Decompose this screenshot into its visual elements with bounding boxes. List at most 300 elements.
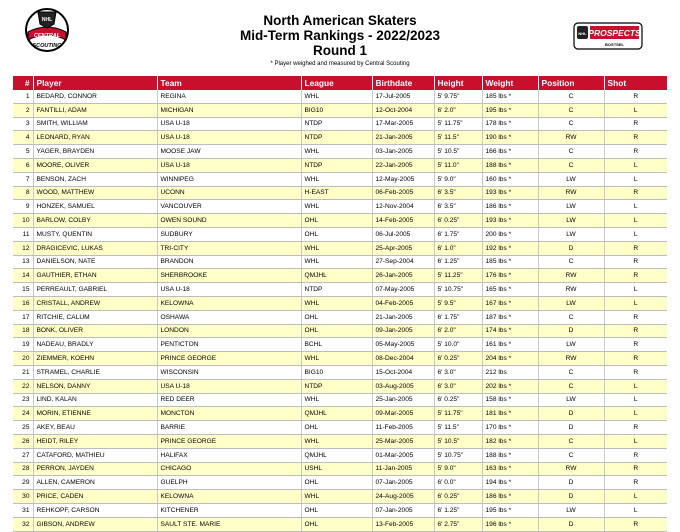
cell-weight: 160 lbs * [482, 172, 538, 186]
cell-position: C [538, 90, 604, 103]
cell-position: LW [538, 214, 604, 228]
cell-team: KELOWNA [157, 296, 301, 310]
cell-team: TRI-CITY [157, 241, 301, 255]
cell-team: PENTICTON [157, 338, 301, 352]
cell-position: LW [538, 393, 604, 407]
cell-team: CHICAGO [157, 462, 301, 476]
cell-shot: R [604, 117, 667, 131]
table-row [13, 517, 667, 531]
cell-rank: 12 [13, 241, 33, 255]
svg-text:CENTRAL: CENTRAL [33, 33, 61, 39]
cell-position: RW [538, 269, 604, 283]
cell-position: D [538, 476, 604, 490]
cell-league: WHL [301, 145, 372, 159]
table-row [13, 365, 667, 379]
cell-shot: L [604, 172, 667, 186]
table-row [13, 186, 667, 200]
column-header-weight: Weight [482, 76, 538, 90]
cell-weight: 193 lbs * [482, 186, 538, 200]
cell-team: MOOSE JAW [157, 145, 301, 159]
table-row [13, 352, 667, 366]
cell-shot: R [604, 324, 667, 338]
cell-position: C [538, 310, 604, 324]
cell-team: PRINCE GEORGE [157, 352, 301, 366]
cell-weight: 166 lbs * [482, 145, 538, 159]
cell-height: 6' 3.5" [434, 200, 482, 214]
table-row [13, 90, 667, 103]
cell-weight: 185 lbs * [482, 90, 538, 103]
cell-team: USA U-18 [157, 379, 301, 393]
cell-weight: 186 lbs * [482, 200, 538, 214]
cell-height: 6' 0.0" [434, 476, 482, 490]
cell-height: 6' 0.25" [434, 393, 482, 407]
cell-position: C [538, 158, 604, 172]
cell-position: D [538, 490, 604, 504]
cell-rank: 26 [13, 434, 33, 448]
cell-shot: R [604, 310, 667, 324]
cell-rank: 7 [13, 172, 33, 186]
cell-height: 6' 3.0" [434, 365, 482, 379]
table-row [13, 421, 667, 435]
cell-height: 6' 1.25" [434, 503, 482, 517]
title-line-3: Round 1 [313, 43, 367, 58]
table-row [13, 255, 667, 269]
cell-position: RW [538, 186, 604, 200]
cell-weight: 187 lbs * [482, 310, 538, 324]
cell-league: OHL [301, 503, 372, 517]
cell-position: D [538, 421, 604, 435]
cell-rank: 3 [13, 117, 33, 131]
cell-shot: R [604, 131, 667, 145]
svg-text:NHL: NHL [578, 31, 587, 36]
title-line-1: North American Skaters [263, 13, 417, 28]
cell-player: BARLOW, COLBY [33, 214, 157, 228]
rankings-table [13, 76, 667, 532]
table-row [13, 158, 667, 172]
cell-weight: 204 lbs * [482, 352, 538, 366]
cell-position: D [538, 517, 604, 531]
cell-height: 6' 2.75" [434, 517, 482, 531]
cell-height: 6' 2.0" [434, 324, 482, 338]
cell-league: WHL [301, 490, 372, 504]
cell-player: AKEY, BEAU [33, 421, 157, 435]
cell-team: USA U-18 [157, 117, 301, 131]
cell-height: 5' 11.25" [434, 269, 482, 283]
cell-weight: 190 lbs * [482, 131, 538, 145]
cell-team: USA U-18 [157, 158, 301, 172]
column-header-height: Height [434, 76, 482, 90]
cell-player: NELSON, DANNY [33, 379, 157, 393]
cell-height: 5' 11.5" [434, 421, 482, 435]
table-row [13, 448, 667, 462]
table-row [13, 145, 667, 159]
cell-team: KITCHENER [157, 503, 301, 517]
cell-position: RW [538, 462, 604, 476]
cell-shot: L [604, 296, 667, 310]
cell-player: ALLEN, CAMERON [33, 476, 157, 490]
cell-shot: R [604, 352, 667, 366]
cell-birthdate: 21-Jan-2005 [372, 131, 434, 145]
nhl-prospects-logo-icon [573, 22, 643, 50]
cell-shot: L [604, 214, 667, 228]
cell-player: HONZEK, SAMUEL [33, 200, 157, 214]
cell-league: USHL [301, 462, 372, 476]
cell-team: VANCOUVER [157, 200, 301, 214]
cell-team: LONDON [157, 324, 301, 338]
cell-birthdate: 09-Mar-2005 [372, 407, 434, 421]
weigh-note: * Player weighed and measured by Central Scouting [270, 61, 410, 67]
column-header-birthdate: Birthdate [372, 76, 434, 90]
cell-birthdate: 11-Jan-2005 [372, 462, 434, 476]
cell-birthdate: 15-Oct-2004 [372, 365, 434, 379]
cell-player: DRAGICEVIC, LUKAS [33, 241, 157, 255]
cell-weight: 163 lbs * [482, 462, 538, 476]
cell-height: 5' 10.0" [434, 338, 482, 352]
cell-league: WHL [301, 393, 372, 407]
table-row [13, 131, 667, 145]
cell-birthdate: 21-Jan-2005 [372, 310, 434, 324]
cell-shot: R [604, 90, 667, 103]
cell-league: WHL [301, 200, 372, 214]
cell-weight: 182 lbs * [482, 434, 538, 448]
cell-weight: 195 lbs * [482, 103, 538, 117]
cell-player: RITCHIE, CALUM [33, 310, 157, 324]
cell-shot: R [604, 517, 667, 531]
cell-rank: 16 [13, 296, 33, 310]
cell-rank: 10 [13, 214, 33, 228]
cell-weight: 200 lbs * [482, 227, 538, 241]
svg-text:PROSPECTS: PROSPECTS [588, 28, 641, 38]
cell-rank: 22 [13, 379, 33, 393]
cell-position: LW [538, 296, 604, 310]
cell-player: FANTILLI, ADAM [33, 103, 157, 117]
cell-birthdate: 06-Jul-2005 [372, 227, 434, 241]
cell-weight: 192 lbs * [482, 241, 538, 255]
cell-team: REGINA [157, 90, 301, 103]
cell-position: C [538, 255, 604, 269]
cell-weight: 185 lbs * [482, 255, 538, 269]
cell-position: C [538, 434, 604, 448]
cell-rank: 27 [13, 448, 33, 462]
cell-birthdate: 13-Feb-2005 [372, 517, 434, 531]
column-header-position: Position [538, 76, 604, 90]
table-row [13, 379, 667, 393]
cell-height: 6' 1.75" [434, 227, 482, 241]
cell-birthdate: 12-Oct-2004 [372, 103, 434, 117]
cell-team: OSHAWA [157, 310, 301, 324]
cell-position: LW [538, 172, 604, 186]
cell-weight: 188 lbs * [482, 448, 538, 462]
column-header-player: Player [33, 76, 157, 90]
cell-league: WHL [301, 90, 372, 103]
table-row [13, 283, 667, 297]
cell-birthdate: 26-Jan-2005 [372, 269, 434, 283]
cell-height: 6' 1.75" [434, 310, 482, 324]
table-row [13, 172, 667, 186]
cell-rank: 15 [13, 283, 33, 297]
table-row [13, 214, 667, 228]
cell-league: WHL [301, 172, 372, 186]
cell-shot: R [604, 269, 667, 283]
cell-birthdate: 12-May-2005 [372, 172, 434, 186]
cell-position: D [538, 241, 604, 255]
cell-height: 6' 1.0" [434, 241, 482, 255]
cell-league: OHL [301, 310, 372, 324]
cell-birthdate: 25-Mar-2005 [372, 434, 434, 448]
cell-shot: R [604, 145, 667, 159]
table-row [13, 434, 667, 448]
page-header [0, 0, 680, 74]
cell-player: ZIEMMER, KOEHN [33, 352, 157, 366]
cell-position: LW [538, 200, 604, 214]
cell-league: WHL [301, 241, 372, 255]
cell-team: BARRIE [157, 421, 301, 435]
cell-height: 5' 10.75" [434, 283, 482, 297]
cell-rank: 2 [13, 103, 33, 117]
cell-team: BRANDON [157, 255, 301, 269]
cell-shot: R [604, 421, 667, 435]
column-header-rank: # [13, 76, 33, 90]
cell-position: LW [538, 503, 604, 517]
cell-height: 6' 2.0" [434, 103, 482, 117]
cell-height: 5' 11.75" [434, 407, 482, 421]
cell-league: OHL [301, 324, 372, 338]
cell-player: MOORE, OLIVER [33, 158, 157, 172]
cell-height: 6' 0.25" [434, 352, 482, 366]
cell-league: QMJHL [301, 448, 372, 462]
cell-shot: L [604, 434, 667, 448]
cell-shot: L [604, 503, 667, 517]
cell-league: WHL [301, 352, 372, 366]
cell-birthdate: 07-Jan-2005 [372, 503, 434, 517]
cell-rank: 28 [13, 462, 33, 476]
cell-birthdate: 25-Apr-2005 [372, 241, 434, 255]
table-row [13, 462, 667, 476]
cell-birthdate: 03-Jan-2005 [372, 145, 434, 159]
column-header-shot: Shot [604, 76, 667, 90]
cell-birthdate: 07-May-2005 [372, 283, 434, 297]
cell-shot: L [604, 200, 667, 214]
table-row [13, 393, 667, 407]
cell-rank: 23 [13, 393, 33, 407]
cell-birthdate: 22-Jan-2005 [372, 158, 434, 172]
cell-rank: 17 [13, 310, 33, 324]
cell-height: 5' 10.5" [434, 434, 482, 448]
cell-weight: 178 lbs * [482, 117, 538, 131]
cell-player: HEIDT, RILEY [33, 434, 157, 448]
table-row [13, 407, 667, 421]
cell-birthdate: 01-Mar-2005 [372, 448, 434, 462]
svg-text:SCOUTING: SCOUTING [32, 43, 62, 49]
cell-shot: R [604, 462, 667, 476]
cell-shot: L [604, 379, 667, 393]
cell-league: NTDP [301, 131, 372, 145]
cell-league: NTDP [301, 117, 372, 131]
cell-shot: L [604, 393, 667, 407]
cell-rank: 25 [13, 421, 33, 435]
cell-birthdate: 06-Feb-2005 [372, 186, 434, 200]
cell-position: D [538, 407, 604, 421]
table-row [13, 103, 667, 117]
cell-league: BCHL [301, 338, 372, 352]
table-row [13, 310, 667, 324]
cell-rank: 8 [13, 186, 33, 200]
cell-league: OHL [301, 421, 372, 435]
cell-rank: 1 [13, 90, 33, 103]
cell-weight: 194 lbs * [482, 476, 538, 490]
cell-weight: 167 lbs * [482, 296, 538, 310]
cell-league: BIG10 [301, 365, 372, 379]
cell-weight: 170 lbs * [482, 421, 538, 435]
table-row [13, 296, 667, 310]
cell-rank: 14 [13, 269, 33, 283]
cell-height: 6' 0.25" [434, 214, 482, 228]
cell-shot: R [604, 241, 667, 255]
cell-team: RED DEER [157, 393, 301, 407]
cell-player: PRICE, CADEN [33, 490, 157, 504]
cell-height: 6' 0.25" [434, 490, 482, 504]
cell-team: WISCONSIN [157, 365, 301, 379]
table-row [13, 117, 667, 131]
cell-player: WOOD, MATTHEW [33, 186, 157, 200]
title-line-2: Mid-Term Rankings - 2022/2023 [239, 28, 441, 43]
cell-team: SUDBURY [157, 227, 301, 241]
cell-height: 5' 9.0" [434, 462, 482, 476]
cell-player: BONK, OLIVER [33, 324, 157, 338]
cell-shot: R [604, 365, 667, 379]
cell-position: C [538, 365, 604, 379]
cell-team: SHERBROOKE [157, 269, 301, 283]
cell-player: BENSON, ZACH [33, 172, 157, 186]
cell-rank: 4 [13, 131, 33, 145]
cell-team: KELOWNA [157, 490, 301, 504]
cell-rank: 11 [13, 227, 33, 241]
cell-birthdate: 03-Aug-2005 [372, 379, 434, 393]
cell-player: GAUTHIER, ETHAN [33, 269, 157, 283]
column-header-league: League [301, 76, 372, 90]
cell-player: LEONARD, RYAN [33, 131, 157, 145]
cell-height: 5' 11.5" [434, 131, 482, 145]
cell-shot: R [604, 448, 667, 462]
cell-player: DANIELSON, NATE [33, 255, 157, 269]
cell-birthdate: 08-Dec-2004 [372, 352, 434, 366]
cell-rank: 29 [13, 476, 33, 490]
cell-birthdate: 11-Feb-2005 [372, 421, 434, 435]
cell-position: LW [538, 338, 604, 352]
cell-position: RW [538, 283, 604, 297]
cell-position: C [538, 448, 604, 462]
cell-weight: 212 lbs [482, 365, 538, 379]
cell-position: C [538, 379, 604, 393]
cell-position: RW [538, 352, 604, 366]
cell-rank: 32 [13, 517, 33, 531]
table-header-row [13, 76, 667, 90]
cell-rank: 18 [13, 324, 33, 338]
cell-team: MONCTON [157, 407, 301, 421]
cell-team: WINNIPEG [157, 172, 301, 186]
cell-birthdate: 17-Mar-2005 [372, 117, 434, 131]
cell-weight: 161 lbs * [482, 338, 538, 352]
cell-position: D [538, 324, 604, 338]
table-row [13, 324, 667, 338]
svg-text:BOSTSEL: BOSTSEL [605, 42, 624, 47]
cell-team: OWEN SOUND [157, 214, 301, 228]
cell-weight: 181 lbs * [482, 407, 538, 421]
cell-player: STRAMEL, CHARLIE [33, 365, 157, 379]
cell-height: 6' 1.25" [434, 255, 482, 269]
cell-position: C [538, 103, 604, 117]
svg-text:NHL: NHL [41, 17, 53, 23]
cell-rank: 24 [13, 407, 33, 421]
cell-birthdate: 24-Aug-2005 [372, 490, 434, 504]
cell-weight: 193 lbs * [482, 214, 538, 228]
cell-position: LW [538, 227, 604, 241]
table-row [13, 200, 667, 214]
cell-team: USA U-18 [157, 131, 301, 145]
cell-player: LIND, KALAN [33, 393, 157, 407]
cell-shot: L [604, 407, 667, 421]
cell-weight: 188 lbs * [482, 158, 538, 172]
cell-player: MUSTY, QUENTIN [33, 227, 157, 241]
cell-height: 5' 11.75" [434, 117, 482, 131]
table-row [13, 227, 667, 241]
cell-shot: R [604, 476, 667, 490]
table-row [13, 503, 667, 517]
cell-shot: R [604, 186, 667, 200]
cell-rank: 20 [13, 352, 33, 366]
cell-player: NADEAU, BRADLY [33, 338, 157, 352]
cell-shot: R [604, 255, 667, 269]
cell-height: 5' 11.0" [434, 158, 482, 172]
cell-weight: 202 lbs * [482, 379, 538, 393]
cell-birthdate: 27-Sep-2004 [372, 255, 434, 269]
cell-team: USA U-18 [157, 283, 301, 297]
cell-league: BIG10 [301, 103, 372, 117]
table-body [13, 90, 667, 531]
cell-player: PERRON, JAYDEN [33, 462, 157, 476]
cell-shot: L [604, 158, 667, 172]
cell-weight: 158 lbs * [482, 393, 538, 407]
cell-league: QMJHL [301, 407, 372, 421]
cell-rank: 9 [13, 200, 33, 214]
cell-player: REHKOPF, CARSON [33, 503, 157, 517]
cell-height: 5' 9.5" [434, 296, 482, 310]
cell-team: UCONN [157, 186, 301, 200]
table-row [13, 338, 667, 352]
cell-player: CATAFORD, MATHIEU [33, 448, 157, 462]
cell-league: OHL [301, 214, 372, 228]
cell-height: 5' 9.0" [434, 172, 482, 186]
cell-player: PERREAULT, GABRIEL [33, 283, 157, 297]
cell-league: OHL [301, 517, 372, 531]
cell-team: MICHIGAN [157, 103, 301, 117]
table-row [13, 269, 667, 283]
cell-shot: L [604, 283, 667, 297]
table-row [13, 241, 667, 255]
cell-birthdate: 05-May-2005 [372, 338, 434, 352]
cell-league: WHL [301, 255, 372, 269]
cell-league: OHL [301, 227, 372, 241]
cell-rank: 31 [13, 503, 33, 517]
cell-rank: 5 [13, 145, 33, 159]
cell-weight: 186 lbs * [482, 490, 538, 504]
cell-league: OHL [301, 476, 372, 490]
cell-birthdate: 17-Jul-2005 [372, 90, 434, 103]
column-header-team: Team [157, 76, 301, 90]
cell-player: SMITH, WILLIAM [33, 117, 157, 131]
cell-league: QMJHL [301, 269, 372, 283]
cell-rank: 21 [13, 365, 33, 379]
